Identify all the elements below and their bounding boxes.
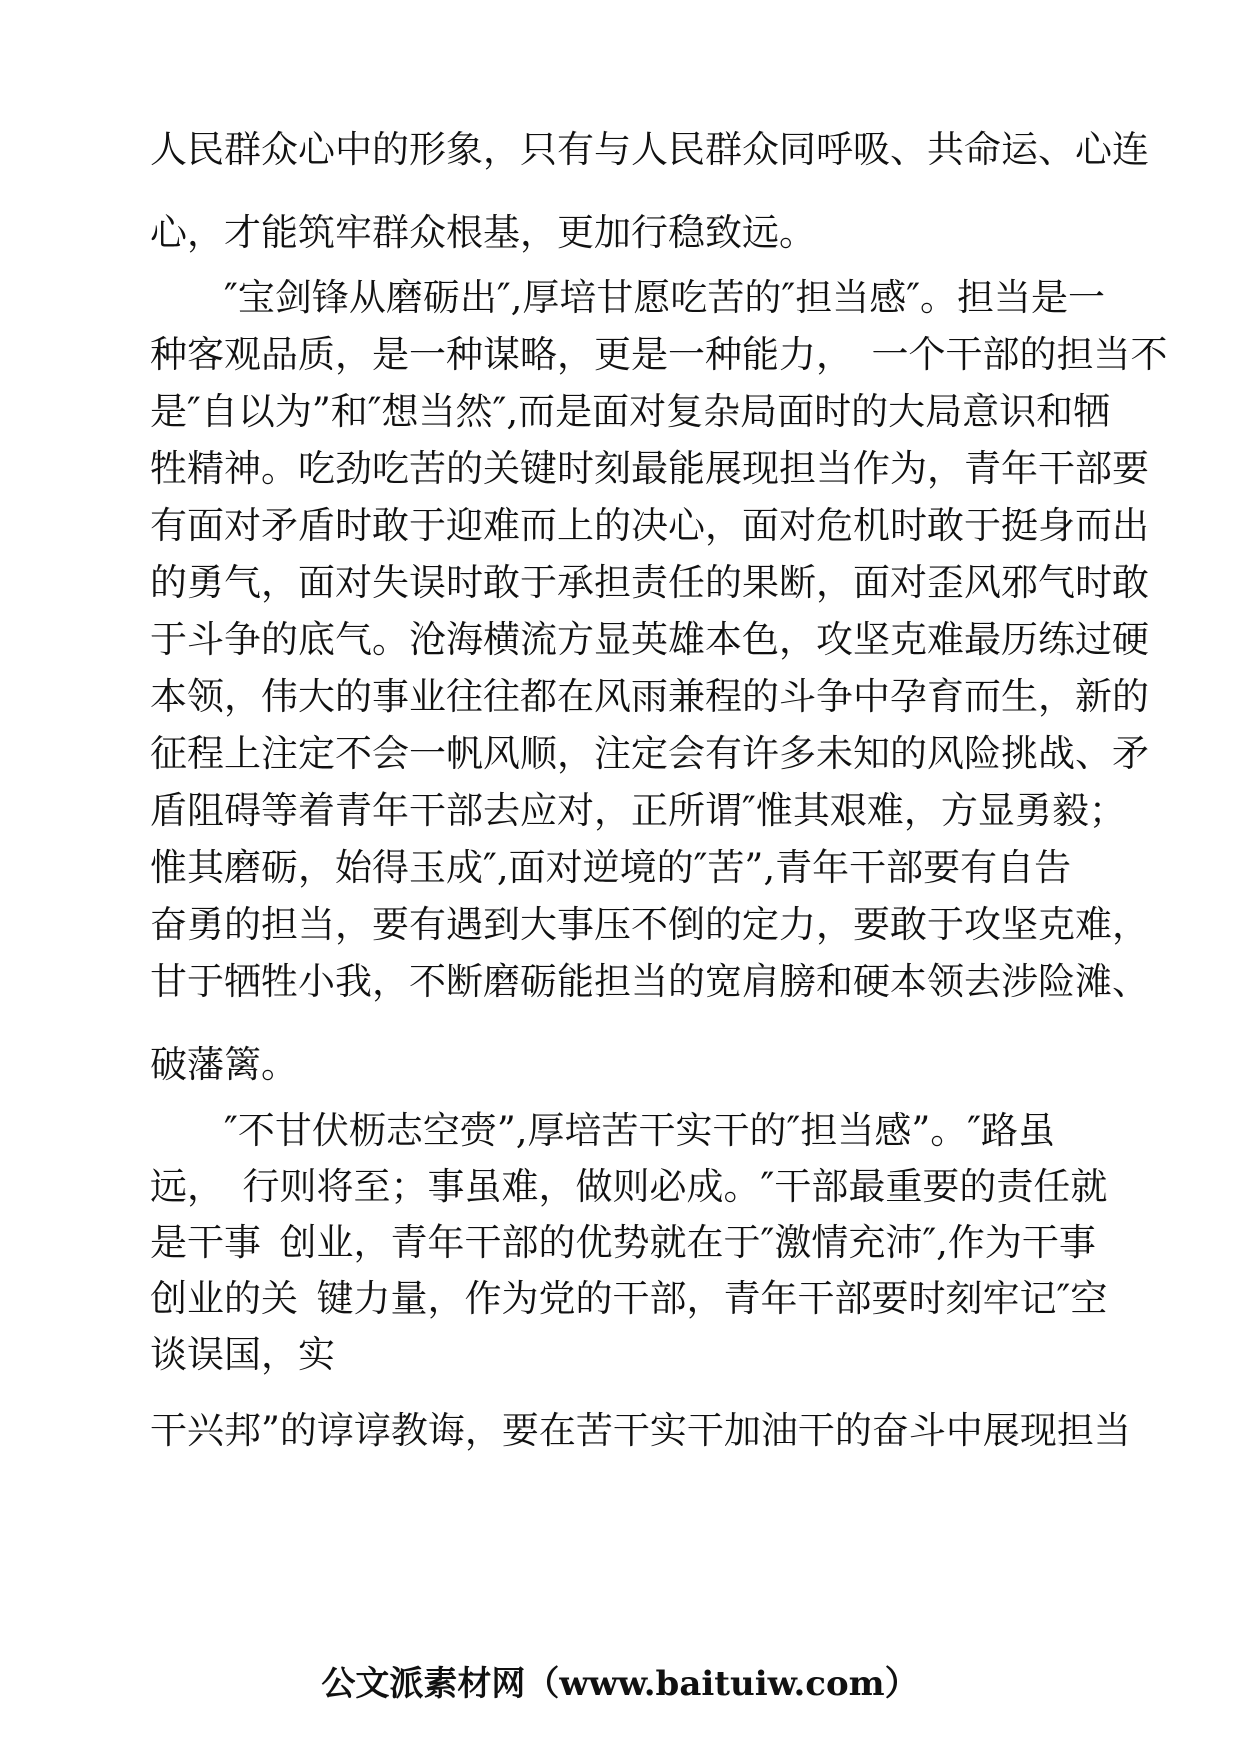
text-line: 是″自以为”和″想当然″,而是面对复杂局面时的大局意识和牺 [150,390,1111,433]
text-line: 惟其磨砺，始得玉成″,面对逆境的″苦”,青年干部要有自告 [150,846,1072,889]
text-line: 于斗争的底气。沧海横流方显英雄本色，攻坚克难最历练过硬 [150,618,1149,661]
text-line: 甘于牺牲小我，不断磨砺能担当的宽肩膀和硬本领去涉险滩、 [150,960,1149,1003]
text-line: 谈误国，实 [150,1333,335,1376]
text-line: 干兴邦”的谆谆教诲，要在苦干实干加油干的奋斗中展现担当 [150,1409,1131,1452]
text-line: 盾阻碍等着青年干部去应对，正所谓″惟其艰难，方显勇毅； [150,789,1126,832]
text-line: 远， 行则将至；事虽难，做则必成。″干部最重要的责任就 [150,1165,1108,1208]
text-line: 征程上注定不会一帆风顺，注定会有许多未知的风险挑战、矛 [150,732,1149,775]
text-line: 破藩篱。 [150,1043,298,1086]
text-line: 的勇气，面对失误时敢于承担责任的果断，面对歪风邪气时敢 [150,561,1149,604]
text-line: 奋勇的担当，要有遇到大事压不倒的定力，要敢于攻坚克难， [150,903,1149,946]
text-line: 是干事 创业，青年干部的优势就在于″激情充沛″,作为干事 [150,1221,1096,1264]
text-line: 有面对矛盾时敢于迎难而上的决心，面对危机时敢于挺身而出 [150,504,1149,547]
text-line: 创业的关 键力量，作为党的干部，青年干部要时刻牢记″空 [150,1277,1108,1320]
text-line: ″不甘伏枥志空赍”,厚培苦干实干的″担当感”。″路虽 [150,1109,1056,1152]
text-line: 种客观品质，是一种谋略，更是一种能力， 一个干部的担当不 [150,333,1168,376]
text-line: 心，才能筑牢群众根基，更加行稳致远。 [150,211,816,254]
text-line: 人民群众心中的形象，只有与人民群众同呼吸、共命运、心连 [150,128,1149,171]
text-line: 牲精神。吃劲吃苦的关键时刻最能展现担当作为，青年干部要 [150,447,1149,490]
text-line: 本领，伟大的事业往往都在风雨兼程的斗争中孕育而生，新的 [150,675,1149,718]
text-line: ″宝剑锋从磨砺出″,厚培甘愿吃苦的″担当感″。担当是一 [150,276,1106,319]
footer-source: 公文派素材网（www.baituiw.com） [321,1664,919,1704]
